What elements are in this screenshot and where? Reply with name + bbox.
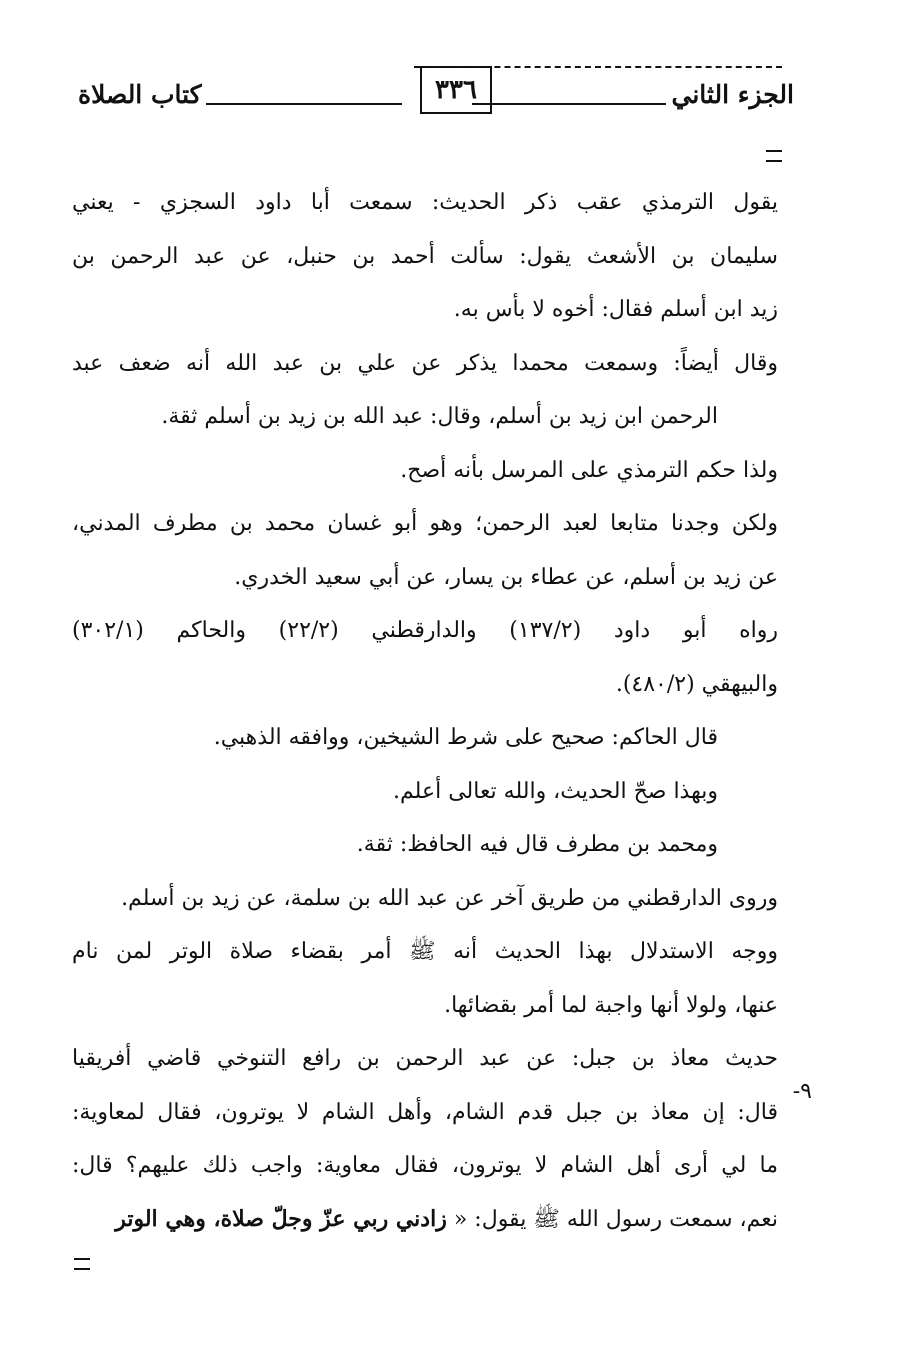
- text-line: ومحمد بن مطرف قال فيه الحافظ: ثقة.: [356, 832, 718, 857]
- body-text: [72, 176, 812, 1246]
- text-line: ولذا حكم الترمذي على المرسل بأنه أصح.: [400, 457, 778, 483]
- header-part-title: الجزء الثاني: [671, 80, 794, 109]
- header-double-mark: [766, 150, 782, 162]
- text-line-with-quote: [72, 1193, 778, 1247]
- text-line: ما لي أرى أهل الشام لا يوترون، فقال معاوية: واجب ذلك عليهم؟ قال:: [72, 1153, 778, 1178]
- text-line: حديث معاذ بن جبل: عن عبد الرحمن بن رافع التنوخي قاضي أفريقيا: [72, 1046, 778, 1071]
- text-line: وبهذا صحّ الحديث، والله تعالى أعلم.: [393, 778, 718, 804]
- item-number: ٩-: [792, 1079, 812, 1104]
- header-rule-right: [472, 103, 666, 105]
- page-number: ٣٣٦: [420, 66, 492, 114]
- text-line: ولكن وجدنا متابعا لعبد الرحمن؛ وهو أبو غسان محمد بن مطرف المدني،: [72, 511, 778, 536]
- text-line: ووجه الاستدلال بهذا الحديث أنه ﷺ أمر بقضاء صلاة الوتر لمن نام: [72, 939, 778, 964]
- header-rule-left: [206, 103, 402, 105]
- text-line: وروى الدارقطني من طريق آخر عن عبد الله بن سلمة، عن زيد بن أسلم.: [121, 885, 778, 911]
- header-book-title: كتاب الصلاة: [78, 80, 202, 109]
- text-line: والبيهقي (٤٨٠/٢).: [615, 671, 778, 697]
- text-line: وقال أيضاً: وسمعت محمدا يذكر عن علي بن عبد الله أنه ضعف عبد: [72, 350, 778, 376]
- hadith-quote: زادني ربي عزّ وجلّ صلاة، وهي الوتر: [115, 1205, 447, 1232]
- text-line: قال الحاكم: صحيح على شرط الشيخين، ووافقه الذهبي.: [213, 725, 718, 750]
- text-line: سليمان بن الأشعث يقول: سألت أحمد بن حنبل، عن عبد الرحمن بن: [72, 243, 778, 269]
- running-header: [78, 66, 794, 126]
- numbered-item-line: [72, 1032, 812, 1104]
- text-line: رواه أبو داود (١٣٧/٢) والدارقطني (٢٢/٢) والحاكم (٣٠٢/١): [72, 618, 778, 643]
- text-line: نعم، سمعت رسول الله ﷺ يقول: «: [453, 1206, 778, 1232]
- text-line: عن زيد بن أسلم، عن عطاء بن يسار، عن أبي سعيد الخدري.: [234, 564, 778, 590]
- text-line: قال: إن معاذ بن جبل قدم الشام، وأهل الشام لا يوترون، فقال لمعاوية:: [72, 1099, 778, 1125]
- continuation-mark: [74, 1258, 90, 1270]
- text-line: عنها، ولولا أنها واجبة لما أمر بقضائها.: [444, 992, 778, 1018]
- text-line: الرحمن ابن زيد بن أسلم، وقال: عبد الله بن زيد بن أسلم ثقة.: [161, 404, 718, 429]
- text-line: يقول الترمذي عقب ذكر الحديث: سمعت أبا داود السجزي - يعني: [72, 190, 778, 215]
- header-dashed-rule: [414, 66, 782, 68]
- text-line: زيد ابن أسلم فقال: أخوه لا بأس به.: [453, 297, 778, 322]
